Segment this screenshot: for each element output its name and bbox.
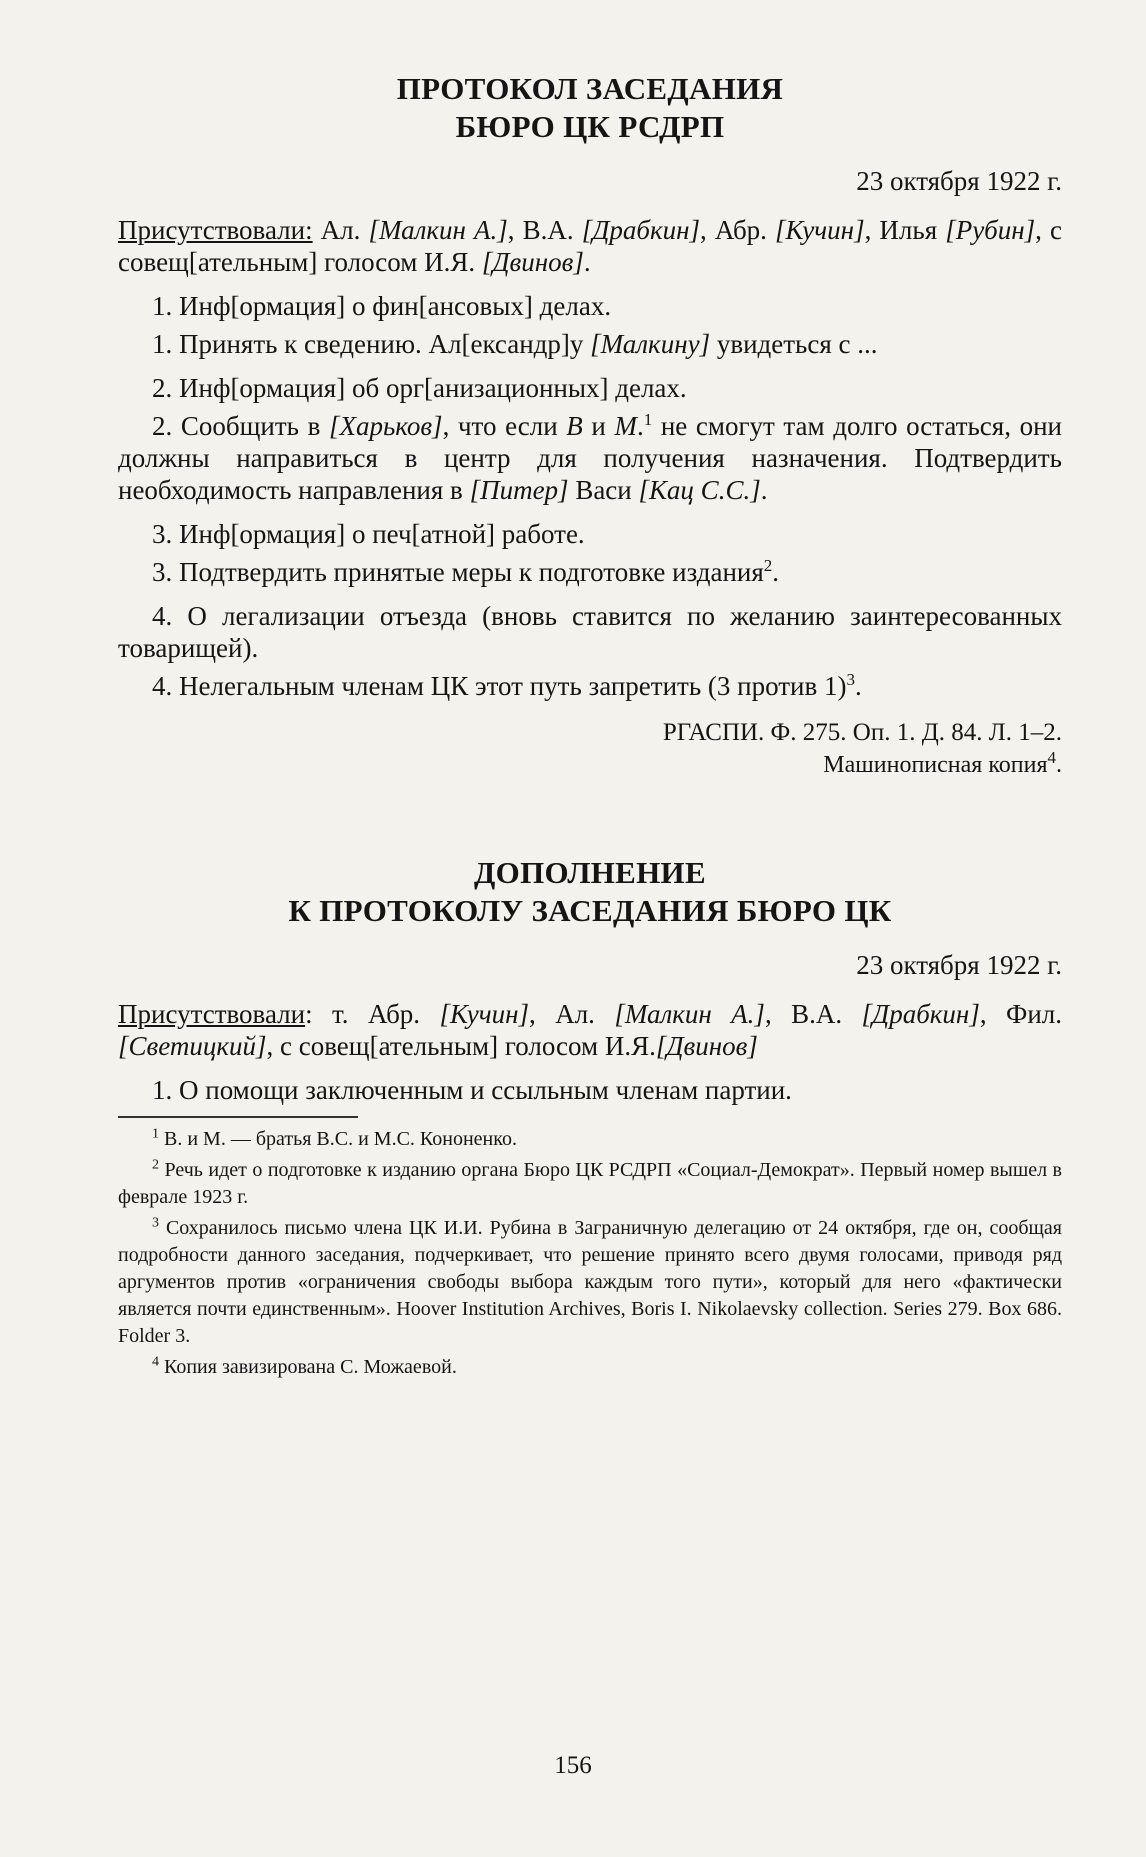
footnote-3 <box>118 1215 1062 1350</box>
supplement-attendees <box>118 998 1062 1062</box>
protocol-attendees <box>118 214 1062 278</box>
decision-item-1 <box>118 328 1062 360</box>
text-run: . <box>854 671 862 701</box>
text-run: . <box>760 475 768 505</box>
archive-source: РГАСПИ. Ф. 275. Оп. 1. Д. 84. Л. 1–2. <box>662 719 1062 746</box>
text-run: не смогут там долго остаться, они должны направиться в центр для получения назначения. Подтвердить необходимость направления в <box>118 411 1062 505</box>
supplement-title-line2: К ПРОТОКОЛУ ЗАСЕДАНИЯ БЮРО ЦК <box>288 893 892 928</box>
agenda-item-1: 1. Инф[ормация] о фин[ансовых] делах. <box>152 291 612 321</box>
copy-note <box>118 750 1062 780</box>
footnote-ref-1: 1 <box>643 410 653 429</box>
text-run: , Фил. <box>979 999 1062 1029</box>
footnote-ref-3: 3 <box>846 670 855 689</box>
text-run: увидеться с ... <box>710 329 878 359</box>
text-run: . <box>772 557 780 587</box>
supplement-title-line1: ДОПОЛНЕНИЕ <box>474 855 706 890</box>
name-run: [Харьков] <box>328 411 443 441</box>
name-run: М <box>614 411 637 441</box>
text-run: Ал. <box>312 215 369 245</box>
name-run: [Кац С.С.] <box>638 475 761 505</box>
name-run: [Драбкин] <box>581 215 700 245</box>
name-run: [Двинов] <box>655 1031 758 1061</box>
attendees-label: Присутствовали: <box>118 215 313 245</box>
text-run: , с совещ[ательным] голосом И.Я. <box>266 1031 656 1061</box>
name-run: [Драбкин] <box>861 999 980 1029</box>
footnote-1 <box>118 1126 1062 1153</box>
text-run: , с совещ[ательным] голосом И.Я. <box>118 215 1062 277</box>
footnote-ref-2: 2 <box>763 556 773 575</box>
footnote-number: 4 <box>152 1354 159 1370</box>
decision-item-3 <box>118 556 1062 588</box>
footnote-4 <box>118 1354 1062 1381</box>
text-run: Васи <box>568 475 639 505</box>
footnote-number: 3 <box>152 1215 159 1231</box>
supplement-agenda-item-1: 1. О помощи заключенным и ссыльным членам партии. <box>152 1075 792 1105</box>
footnote-text: Копия завизирована С. Можаевой. <box>164 1356 457 1378</box>
text-run: . <box>583 247 591 277</box>
footnote-text: Сохранилось письмо члена ЦК И.И. Рубина в Заграничную делегацию от 24 октября, где он, сообщая подробности данного заседания, подчеркивает, что решение принято всего двумя голосами, приводя ряд аргументов против «ограничения свободы выбора каждым того пути», который для него «фактически является почти единственным». Hoover Institution Archives, Boris I. Nikolaevsky collection. Series 279. Box 686. Folder 3. <box>118 1217 1062 1347</box>
name-run: [Питер] <box>469 475 569 505</box>
footnote-ref-4: 4 <box>1047 748 1056 767</box>
supplement-date: 23 октября 1922 г. <box>856 950 1062 980</box>
text-run: . <box>636 411 644 441</box>
decision-item-2 <box>118 410 1062 506</box>
decision-item-4 <box>118 670 1062 702</box>
text-run: 2. Сообщить в <box>152 411 329 441</box>
footnote-number: 1 <box>152 1126 159 1142</box>
name-run: [Малкин А.] <box>368 215 508 245</box>
page-number: 156 <box>554 1752 592 1779</box>
text-run: . <box>1056 752 1062 778</box>
text-run: , Ал. <box>529 999 615 1029</box>
name-run: [Кучин] <box>775 215 865 245</box>
text-run: Машинописная копия <box>823 752 1048 778</box>
attendees-label: Присутствовали <box>118 999 306 1029</box>
text-run: 3. Подтвердить принятые меры к подготовке издания <box>152 557 764 587</box>
text-run: , В.А. <box>507 215 582 245</box>
footnotes <box>118 1126 1062 1381</box>
protocol-title-line1: ПРОТОКОЛ ЗАСЕДАНИЯ <box>396 71 784 106</box>
name-run: [Светицкий] <box>118 1031 267 1061</box>
text-run: , Илья <box>864 215 946 245</box>
name-run: [Кучин] <box>439 999 530 1029</box>
text-run: 4. Нелегальным членам ЦК этот путь запретить (3 против 1) <box>152 671 847 701</box>
text-run: , В.А. <box>764 999 862 1029</box>
name-run: [Двинов] <box>481 247 584 277</box>
footnote-text: В. и М. — братья В.С. и М.С. Кононенко. <box>164 1128 517 1150</box>
text-run: , что если <box>442 411 567 441</box>
footnote-2 <box>118 1157 1062 1211</box>
text-run: и <box>582 411 615 441</box>
name-run: В <box>566 411 583 441</box>
agenda-item-2: 2. Инф[ормация] об орг[анизационных] делах. <box>152 373 687 403</box>
agenda-item-4: 4. О легализации отъезда (вновь ставится по желанию заинтересованных товарищей). <box>118 601 1062 663</box>
protocol-date: 23 октября 1922 г. <box>856 166 1062 196</box>
agenda-item-3: 3. Инф[ормация] о печ[атной] работе. <box>152 519 585 549</box>
name-run: [Рубин] <box>945 215 1036 245</box>
text-run: : т. Абр. <box>305 999 440 1029</box>
text-run: , Абр. <box>699 215 776 245</box>
text-run: 1. Принять к сведению. Ал[ександр]у <box>152 329 591 359</box>
footnote-divider <box>118 1116 358 1118</box>
footnote-number: 2 <box>152 1157 159 1173</box>
name-run: [Малкин А.] <box>614 999 765 1029</box>
protocol-title-line2: БЮРО ЦК РСДРП <box>455 109 725 144</box>
footnote-text: Речь идет о подготовке к изданию органа Бюро ЦК РСДРП «Социал-Демократ». Первый номер вышел в феврале 1923 г. <box>118 1159 1063 1208</box>
name-run: [Малкину] <box>590 329 711 359</box>
